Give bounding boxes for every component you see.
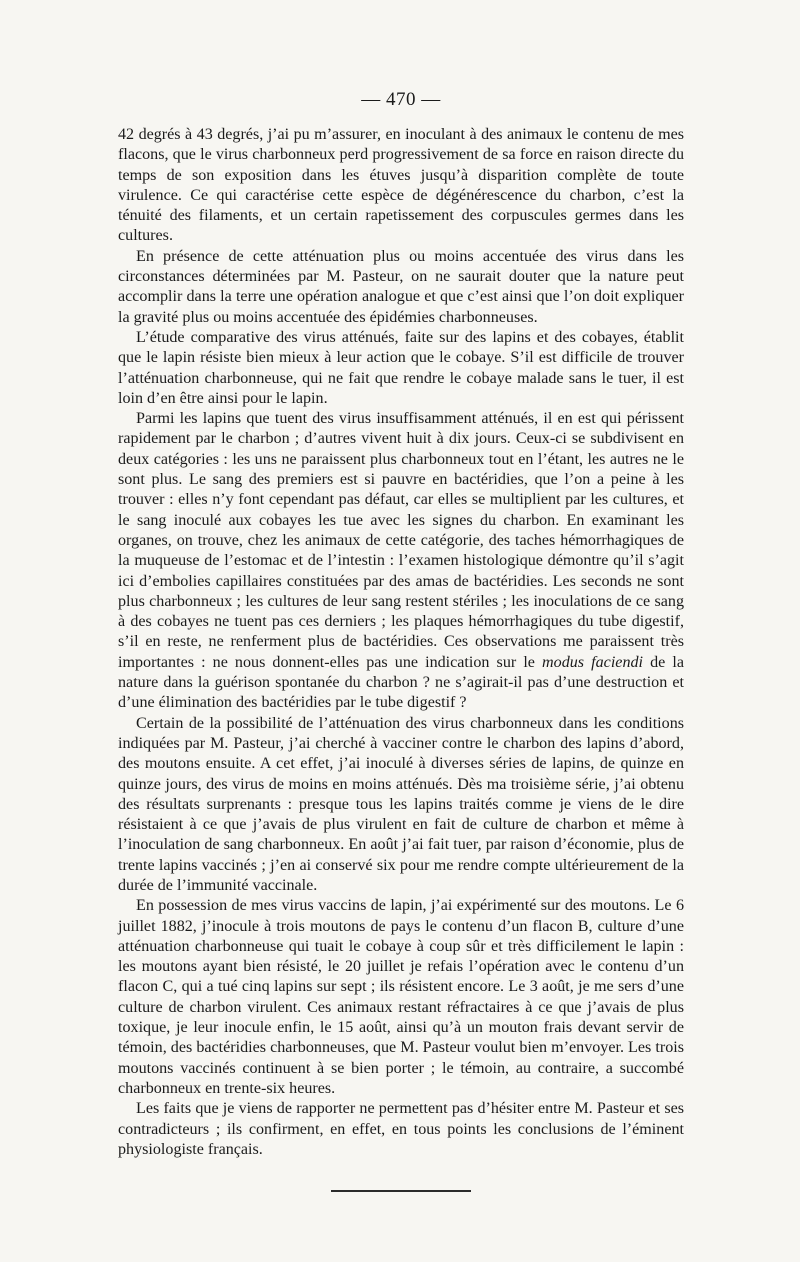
page-number: — 470 —: [361, 89, 441, 110]
paragraph-2: En présence de cette atténuation plus ou moins accentuée des virus dans les circonstances déterminées par M. Pasteur, on ne saurait douter que la nature peut accomplir dans la terre une opération analogue et que c’est ainsi que l’on doit expliquer la gravité plus ou moins accentuée des épidémies charbonneuses.: [118, 247, 684, 326]
paragraph-4-text-after: de la nature dans la guérison spontanée du charbon ? ne s’agirait-il pas d’une destruction et d’une élimination des bactéridies par le tube digestif ?: [118, 653, 685, 712]
paragraph-4: [118, 409, 684, 713]
paragraph-1: 42 degrés à 43 degrés, j’ai pu m’assurer, en inoculant à des animaux le contenu de mes flacons, que le virus charbonneux perd progressivement de sa force en raison directe du temps de son exposition dans les étuves jusqu’à disparition complète de toute virulence. Ce qui caractérise cette espèce de dégénérescence du charbon, c’est la ténuité des filaments, et un certain rapetissement des corpuscules germes dans les cultures.: [118, 126, 684, 245]
paragraph-4-emphasis: modus faciendi: [542, 653, 644, 671]
closing-rule: [331, 1190, 471, 1192]
paragraph-7: Les faits que je viens de rapporter ne permettent pas d’hésiter entre M. Pasteur et ses contradicteurs ; ils confirment, en effet, en tous points les conclusions de l’éminent physiologiste français.: [118, 1100, 684, 1158]
book-page: [118, 88, 684, 1192]
paragraph-3: L’étude comparative des virus atténués, faite sur des lapins et des cobayes, établit que le lapin résiste bien mieux à leur action que le cobaye. S’il est difficile de trouver l’atténuation charbonneuse, qui ne fait que rendre le cobaye malade sans le tuer, il est loin d’en être ainsi pour le lapin.: [118, 328, 684, 407]
paragraph-5: Certain de la possibilité de l’atténuation des virus charbonneux dans les conditions indiquées par M. Pasteur, j’ai cherché à vacciner contre le charbon des lapins d’abord, des moutons ensuite. A cet effet, j’ai inoculé à diverses séries de lapins, de quinze en quinze jours, des virus de moins en moins atténués. Dès ma troisième série, j’ai obtenu des résultats surprenants : presque tous les lapins traités comme je viens de le dire résistaient à ce que j’avais de plus virulent en fait de culture de charbon et même à l’inoculation de sang charbonneux. En août j’ai fait tuer, par raison d’économie, plus de trente lapins vaccinés ; j’en ai conservé six pour me rendre compte ultérieurement de la durée de l’immunité vaccinale.: [118, 714, 684, 894]
paragraph-4-text-before: Parmi les lapins que tuent des virus insuffisamment atténués, il en est qui périssent rapidement par le charbon ; d’autres vivent huit à dix jours. Ceux-ci se subdivisent en deux catégories : les uns ne paraissent plus charbonneux tout en l’étant, les autres ne le sont plus. Le sang des premiers est si pauvre en bactéridies, que l’on a peine à les trouver : elles n’y font cependant pas défaut, car elles se multiplient par les cultures, et le sang inoculé aux cobayes les tue avec les signes du charbon. En examinant les organes, on trouve, chez les animaux de cette catégorie, des taches hémorrhagiques de la muqueuse de l’estomac et de l’intestin : l’examen histologique démontre qu’il s’agit ici d’embolies capillaires constituées par des amas de bactéridies. Les seconds ne sont plus charbonneux ; les cultures de leur sang restent stériles ; les inoculations de ce sang à des cobayes ne tuent pas ces derniers ; les plaques hémorrhagiques du tube digestif, s’il en reste, ne renferment plus de bactéridies. Ces observations me paraissent très importantes : ne nous donnent-elles pas une indication sur le: [118, 410, 684, 671]
paragraph-6: En possession de mes virus vaccins de lapin, j’ai expérimenté sur des moutons. Le 6 juillet 1882, j’inocule à trois moutons de pays le contenu d’un flacon B, culture d’une atténuation charbonneuse qui tuait le cobaye à coup sûr et très difficilement le lapin : les moutons ayant bien résisté, le 20 juillet je refais l’opération avec le contenu d’un flacon C, qui a tué cinq lapins sur sept ; ils résistent encore. Le 3 août, je me sers d’une culture de charbon virulent. Ces animaux restant réfractaires à ce que j’avais de plus toxique, je leur inocule enfin, le 15 août, ainsi qu’à un mouton frais devant servir de témoin, des bactéridies charbonneuses, que M. Pasteur voulut bien m’envoyer. Les trois moutons vaccinés continuent à se bien porter ; le témoin, au contraire, a succombé charbonneux en trente-six heures.: [118, 897, 684, 1097]
